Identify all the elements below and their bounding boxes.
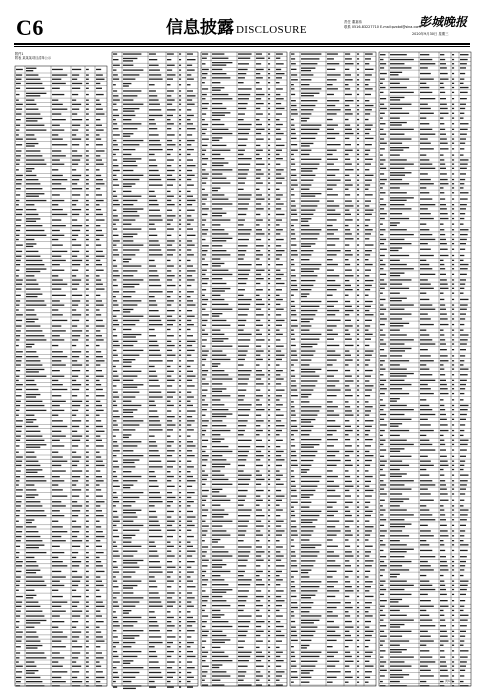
table-column-4 — [290, 52, 376, 686]
page-footer: 共1页 — [445, 679, 453, 683]
table-column-3 — [201, 52, 287, 686]
contact-line: 联系 0516-83227710 E-mail:pzxbd@sina.com — [344, 25, 421, 29]
page-number: C6 — [16, 15, 44, 40]
issue-date: 2020年9月30日 星期三 — [412, 32, 449, 36]
table-column-2 — [112, 52, 198, 689]
newspaper-logo: 彭城晚报 — [419, 15, 468, 29]
section-title-en: DISCLOSURE — [236, 24, 307, 36]
table-column-1 — [15, 66, 107, 687]
editor-line: 责任 董嘉伟 — [344, 20, 363, 24]
intro-line-2: 附表 某某某项目清单公示 — [15, 56, 52, 60]
table-column-5 — [379, 52, 471, 686]
section-title-zh: 信息披露 — [166, 18, 234, 38]
intro-line-1: 附件1 — [15, 52, 24, 56]
